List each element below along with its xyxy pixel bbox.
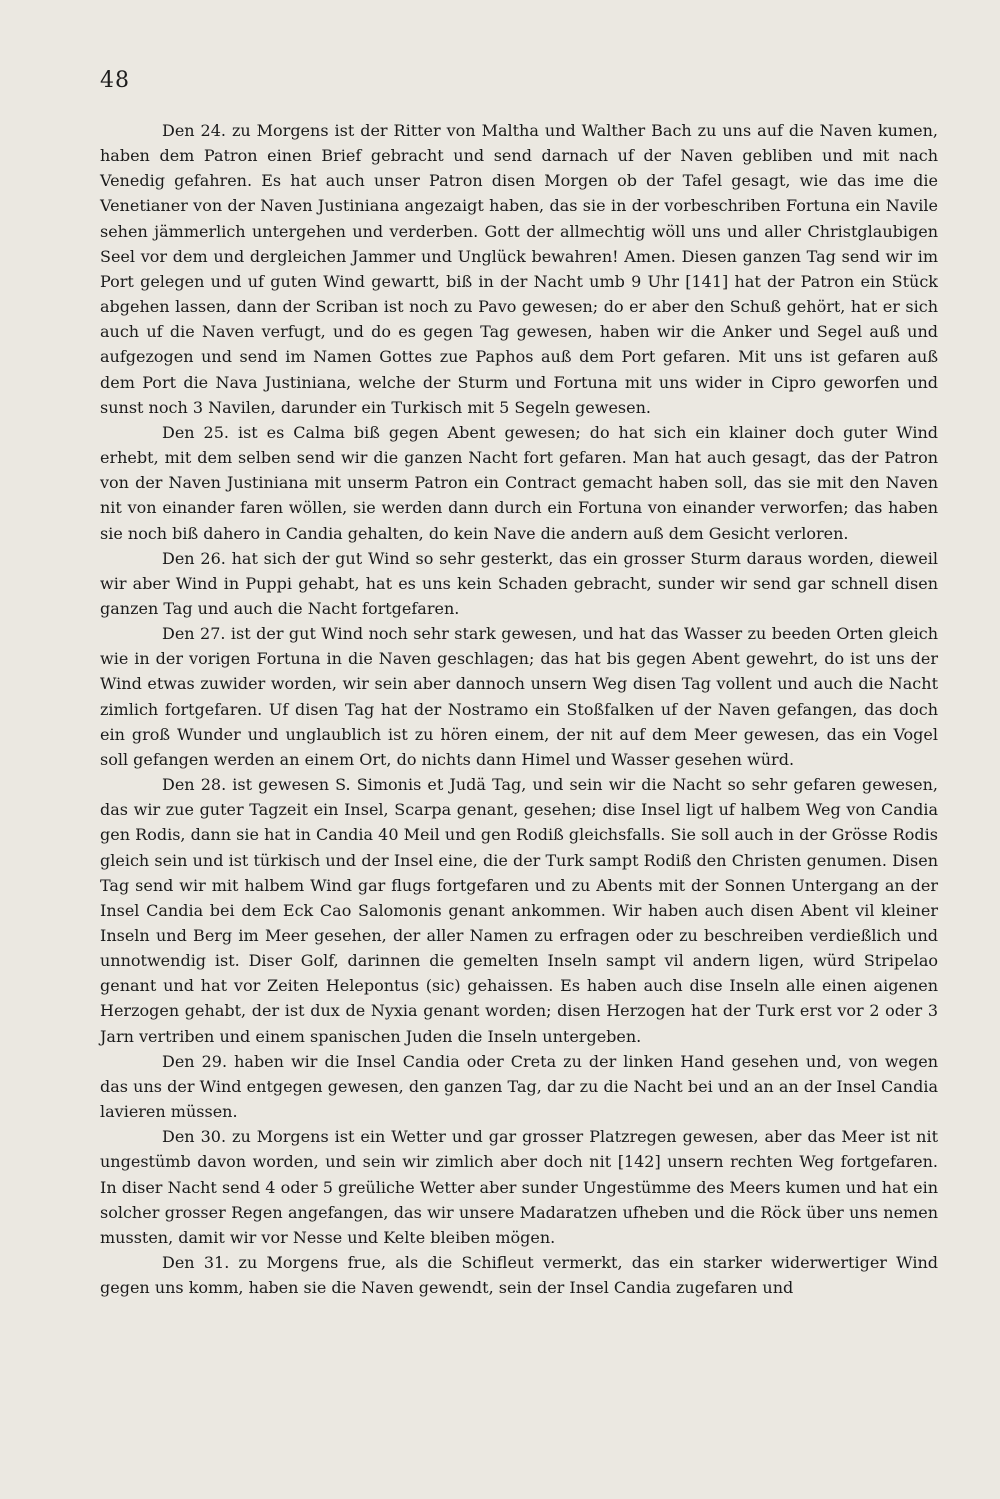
body-text [100, 118, 938, 1300]
page-number: 48 [100, 68, 130, 93]
paragraph-day-29: Den 29. haben wir die Insel Candia oder Creta zu der linken Hand gesehen und, von wegen das uns der Wind entgegen gewesen, den ganzen Tag, dar zu die Nacht bei und an an der Insel Candia lavieren müssen. [100, 1051, 938, 1122]
paragraph-day-25: Den 25. ist es Calma biß gegen Abent gewesen; do hat sich ein klainer doch guter Wind erhebt, mit dem selben send wir die ganzen Nacht fort gefaren. Man hat auch gesagt, das der Patron von der Naven Justiniana mit unserm Patron ein Contract gemacht haben soll, das sie mit den Naven nit von einander faren wöllen, sie werden dann durch ein Fortuna von einander verworfen; das haben sie noch biß dahero in Candia gehalten, do kein Nave die andern auß dem Gesicht verloren. [100, 422, 938, 543]
paragraph-day-28: Den 28. ist gewesen S. Simonis et Judä Tag, und sein wir die Nacht so sehr gefaren gewesen, das wir zue guter Tagzeit ein Insel, Scarpa genant, gesehen; dise Insel ligt uf halbem Weg von Candia gen Rodis, dann sie hat in Candia 40 Meil und gen Rodiß gleichsfalls. Sie soll auch in der Grösse Rodis gleich sein und ist türkisch und der Insel eine, die der Turk sampt Rodiß den Christen genumen. Disen Tag send wir mit halbem Wind gar flugs fortgefaren und zu Abents mit der Sonnen Untergang an der Insel Candia bei dem Eck Cao Salomonis genant ankommen. Wir haben auch disen Abent vil kleiner Inseln und Berg im Meer gesehen, der aller Namen zu erfragen oder zu beschreiben verdießlich und unnotwendig ist. Diser Golf, darinnen die gemelten Inseln sampt vil andern ligen, würd Stripelao genant und hat vor Zeiten Helepontus (sic) gehaissen. Es haben auch dise Inseln alle einen aigenen Herzogen gehabt, der ist dux de Nyxia genant worden; disen Herzogen hat der Turk erst vor 2 oder 3 Jarn vertriben und einem spanischen Juden die Inseln untergeben. [100, 775, 938, 1046]
paragraph-day-27: Den 27. ist der gut Wind noch sehr stark gewesen, und hat das Wasser zu beeden Orten gleich wie in der vorigen Fortuna in die Naven geschlagen; das hat bis gegen Abent gewehrt, do ist uns der Wind etwas zuwider worden, wir sein aber dannoch unsern Weg disen Tag vollent und auch die Nacht zimlich fortgefaren. Uf disen Tag hat der Nostramo ein Stoßfalken uf der Naven gefangen, das doch ein groß Wunder und unglaublich ist zu hören einem, der nit auf dem Meer gewesen, das ein Vogel soll gefangen werden an einem Ort, do nichts dann Himel und Wasser gesehen würd. [100, 624, 938, 769]
paragraph-day-26: Den 26. hat sich der gut Wind so sehr gesterkt, das ein grosser Sturm daraus worden, dieweil wir aber Wind in Puppi gehabt, hat es uns kein Schaden gebracht, sunder wir send gar schnell disen ganzen Tag und auch die Nacht fortgefaren. [100, 548, 938, 618]
paragraph-day-31: Den 31. zu Morgens frue, als die Schifleut vermerkt, das ein starker widerwertiger Wind gegen uns komm, haben sie die Naven gewendt, sein der Insel Candia zugefaren und [100, 1253, 938, 1298]
paragraph-day-24: Den 24. zu Morgens ist der Ritter von Maltha und Walther Bach zu uns auf die Naven kumen, haben dem Patron einen Brief gebracht und send darnach uf der Naven gebliben und mit nach Venedig gefahren. Es hat auch unser Patron disen Morgen ob der Tafel gesagt, wie das ime die Venetianer von der Naven Justiniana angezaigt haben, das sie in der vorbeschriben Fortuna ein Navile sehen jämmerlich untergehen und verderben. Gott der allmechtig wöll uns und aller Christglaubigen Seel vor dem und dergleichen Jammer und Unglück bewahren! Amen. Diesen ganzen Tag send wir im Port gelegen und uf guten Wind gewartt, biß in der Nacht umb 9 Uhr [141] hat der Patron ein Stück abgehen lassen, dann der Scriban ist noch zu Pavo gewesen; do er aber den Schuß gehört, hat er sich auch uf die Naven verfugt, und do es gegen Tag gewesen, haben wir die Anker und Segel auß und aufgezogen und send im Namen Gottes zue Paphos auß dem Port gefaren. Mit uns ist gefaren auß dem Port die Nava Justiniana, welche der Sturm und Fortuna mit uns wider in Cipro geworfen und sunst noch 3 Navilen, darunder ein Turkisch mit 5 Segeln gewesen. [100, 121, 938, 417]
paragraph-day-30: Den 30. zu Morgens ist ein Wetter und gar grosser Platzregen gewesen, aber das Meer ist nit ungestümb davon worden, und sein wir zimlich aber doch nit [142] unsern rechten Weg fortgefaren. In diser Nacht send 4 oder 5 greüliche Wetter aber sunder Ungestümme des Meers kumen und hat ein solcher grosser Regen angefangen, das wir unsere Madaratzen ufheben und die Röck über uns nemen mussten, damit wir vor Nesse und Kelte bleiben mögen. [100, 1127, 938, 1247]
